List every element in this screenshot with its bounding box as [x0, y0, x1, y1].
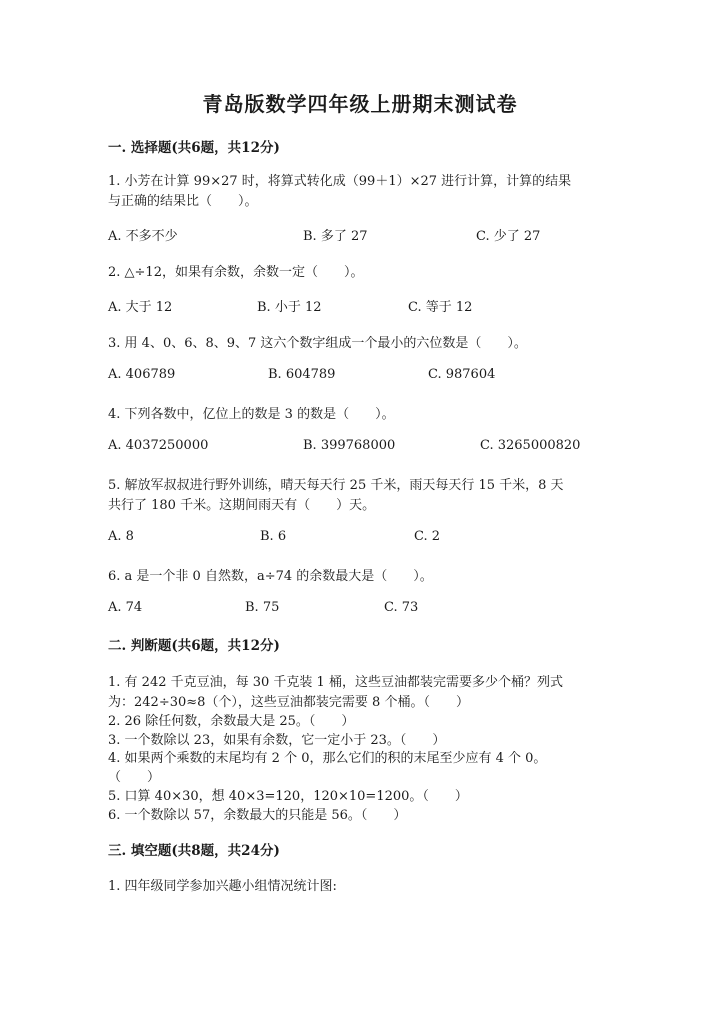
question-6-line-1: 6. a 是一个非 0 自然数，a÷74 的余数最大是（ ）。	[108, 569, 433, 584]
question-5-option-a: A. 8	[108, 529, 134, 544]
question-1-line-2: 与正确的结果比（ ）。	[108, 194, 258, 209]
question-4-option-c: C. 3265000820	[480, 438, 581, 453]
judge-line-8: 6. 一个数除以 57，余数最大的只能是 56。（ ）	[108, 808, 407, 823]
question-1-option-a: A. 不多不少	[108, 229, 178, 244]
question-6-option-b: B. 75	[245, 600, 280, 615]
judge-line-4: 3. 一个数除以 23，如果有余数，它一定小于 23。（ ）	[108, 733, 446, 748]
section-heading-judge: 二. 判断题(共6题，共12分)	[108, 638, 280, 654]
judge-line-5: 4. 如果两个乘数的末尾均有 2 个 0，那么它们的积的末尾至少应有 4 个 0。	[108, 751, 547, 766]
section-heading-fill: 三. 填空题(共8题，共24分)	[108, 843, 280, 859]
question-3-option-b: B. 604789	[268, 367, 336, 382]
question-5-option-b: B. 6	[260, 529, 287, 544]
question-4-option-b: B. 399768000	[303, 438, 396, 453]
question-3-option-a: A. 406789	[108, 367, 176, 382]
question-4-option-a: A. 4037250000	[108, 438, 209, 453]
question-2-option-b: B. 小于 12	[257, 300, 322, 315]
question-6-option-a: A. 74	[108, 600, 143, 615]
judge-line-7: 5. 口算 40×30，想 40×3=120，120×10=1200。（ ）	[108, 789, 468, 804]
question-1-line-1: 1. 小芳在计算 99×27 时，将算式转化成（99＋1）×27 进行计算，计算的结果	[108, 174, 572, 189]
page-title: 青岛版数学四年级上册期末测试卷	[202, 92, 518, 116]
question-3-option-c: C. 987604	[428, 367, 496, 382]
question-2-line-1: 2. △÷12，如果有余数，余数一定（ ）。	[108, 265, 364, 280]
question-1-option-b: B. 多了 27	[303, 229, 368, 244]
question-3-line-1: 3. 用 4、0、6、8、9、7 这六个数字组成一个最小的六位数是（ ）。	[108, 336, 527, 351]
judge-line-6: （ ）	[108, 770, 161, 785]
judge-line-2: 为：242÷30≈8（个），这些豆油都装完需要 8 个桶。（ ）	[108, 695, 469, 710]
fill-line-1: 1. 四年级同学参加兴趣小组情况统计图:	[108, 879, 337, 894]
question-4-line-1: 4. 下列各数中，亿位上的数是 3 的数是（ ）。	[108, 407, 395, 422]
section-heading-choice: 一. 选择题(共6题，共12分)	[108, 140, 280, 156]
judge-line-3: 2. 26 除任何数，余数最大是 25。（ ）	[108, 714, 355, 729]
question-2-option-c: C. 等于 12	[408, 300, 473, 315]
judge-line-1: 1. 有 242 千克豆油，每 30 千克装 1 桶，这些豆油都装完需要多少个桶？列式	[108, 675, 563, 690]
question-5-line-1: 5. 解放军叔叔进行野外训练，晴天每天行 25 千米，雨天每天行 15 千米，8 天	[108, 478, 564, 493]
question-5-option-c: C. 2	[414, 529, 441, 544]
question-2-option-a: A. 大于 12	[108, 300, 173, 315]
question-1-option-c: C. 少了 27	[476, 229, 541, 244]
question-6-option-c: C. 73	[384, 600, 419, 615]
question-5-line-2: 共行了 180 千米。这期间雨天有（ ）天。	[108, 498, 376, 513]
